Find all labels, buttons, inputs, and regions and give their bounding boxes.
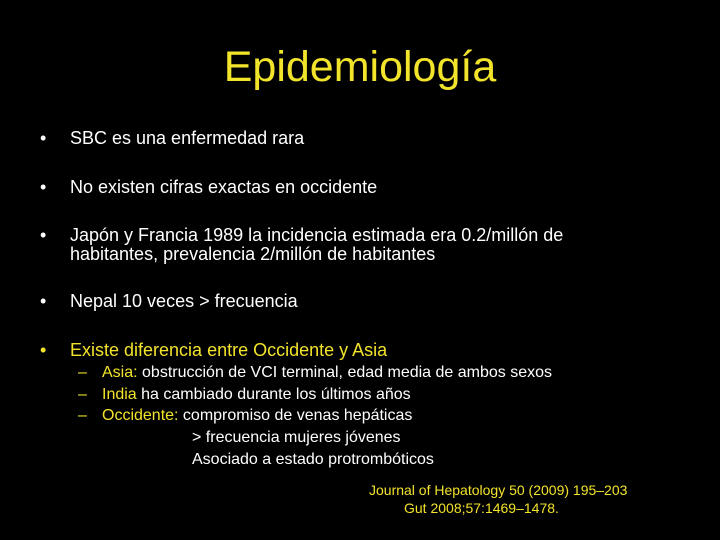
slide-title: Epidemiología [223, 43, 497, 91]
bullet-marker: • [40, 291, 47, 311]
sub-bullet-marker: – [78, 364, 87, 381]
reference-gut: Gut 2008;57:1469–1478. [404, 500, 559, 516]
sub-bullet-label: Asia: [102, 364, 138, 381]
sub-bullet-marker: – [78, 407, 87, 424]
sub-bullet-text [102, 363, 552, 383]
bullet-marker: • [40, 128, 47, 148]
bullet-marker: • [40, 177, 47, 197]
bullet-text: No existen cifras exactas en occidente [70, 177, 378, 197]
sub-bullet-body: ha cambiado durante los últimos años [136, 386, 411, 403]
bullet-marker: • [40, 340, 47, 360]
sub-bullet-text [102, 406, 412, 426]
sub-bullet-body: compromiso de venas hepáticas [178, 407, 413, 424]
bullet-text-line-1: Japón y Francia 1989 la incidencia estimada era 0.2/millón de [70, 225, 564, 245]
sub-bullet-body: obstrucción de VCI terminal, edad media de ambos sexos [137, 364, 553, 381]
sub-bullet-marker: – [78, 386, 87, 403]
bullet-text: SBC es una enfermedad rara [70, 128, 305, 148]
sub-bullet-text [102, 385, 411, 405]
sub-bullet-label: India [102, 386, 137, 403]
bullet-text: Nepal 10 veces > frecuencia [70, 291, 298, 311]
sub-bullet-label: Occidente: [102, 407, 179, 424]
bullet-text-line-2: habitantes, prevalencia 2/millón de habitantes [70, 244, 436, 264]
continuation-line: > frecuencia mujeres jóvenes [192, 429, 401, 446]
bullet-marker: • [40, 225, 47, 245]
bullet-text: Existe diferencia entre Occidente y Asia [70, 340, 388, 360]
reference-journal: Journal of Hepatology 50 (2009) 195–203 [369, 482, 628, 498]
continuation-line: Asociado a estado protrombóticos [192, 451, 434, 468]
